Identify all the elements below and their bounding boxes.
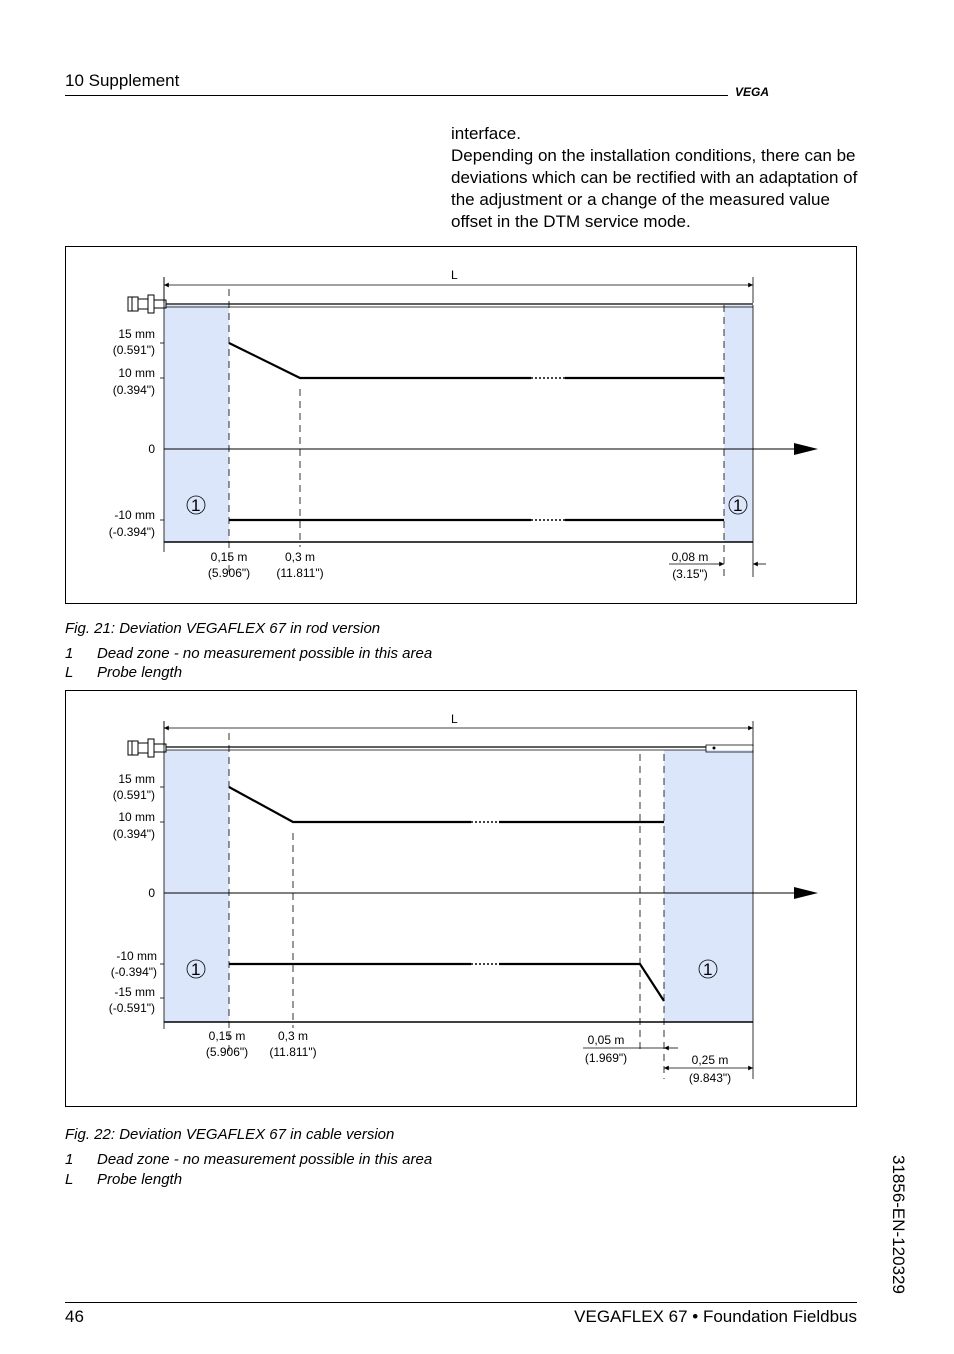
y-label-neg15mm: -15 mm — [114, 985, 155, 999]
footer-title: VEGAFLEX 67 • Foundation Fieldbus — [574, 1307, 857, 1326]
x-label-008m-in: (3.15") — [672, 567, 708, 581]
x-label-015m: 0,15 m — [210, 550, 248, 564]
zero-axis-arrow — [794, 887, 818, 899]
legend-key: 1 — [65, 1151, 74, 1168]
x-label-015m: 0,15 m — [208, 1029, 246, 1043]
x-label-025m: 0,25 m — [691, 1053, 729, 1067]
zone-marker-top: 1 — [191, 960, 201, 979]
x-label-03m-in: (11.811") — [276, 566, 324, 580]
legend-item — [65, 645, 432, 662]
dead-zone-bottom — [664, 750, 753, 1022]
x-label-03m: 0,3 m — [277, 1029, 309, 1043]
y-label-15mm: 15 mm — [118, 772, 155, 786]
y-label-10mm: 10 mm — [118, 366, 155, 380]
header-rule — [65, 95, 728, 96]
dead-zone-top — [164, 750, 229, 1022]
document-id-text: 31856-EN-120329 — [889, 1155, 908, 1294]
figure-rod-version — [65, 246, 857, 604]
intro-text — [451, 123, 871, 233]
legend-item — [65, 664, 182, 681]
legend-item — [65, 1171, 182, 1188]
y-label-15mm-in: (0.591") — [112, 788, 155, 802]
figure-cable-version — [65, 690, 857, 1107]
y-label-10mm-in: (0.394") — [112, 827, 155, 841]
legend-text: Dead zone - no measurement possible in this area — [97, 1151, 433, 1168]
zero-axis-arrow — [794, 443, 818, 455]
y-label-15mm-in: (0.591") — [112, 343, 155, 357]
legend-key: L — [65, 1171, 74, 1188]
x-label-005m: 0,05 m — [587, 1033, 625, 1047]
upper-deviation-line — [229, 343, 531, 378]
probe-housing-icon — [128, 295, 166, 313]
legend-text: Dead zone - no measurement possible in this area — [97, 645, 433, 662]
intro-line: interface. — [451, 124, 521, 143]
x-label-03m-in: (11.811") — [269, 1045, 317, 1059]
figure-rod-diagram — [66, 247, 858, 605]
legend-text: Probe length — [97, 664, 183, 681]
x-label-025m-in: (9.843") — [688, 1071, 732, 1085]
figure-caption-cable: Fig. 22: Deviation VEGAFLEX 67 in cable version — [65, 1126, 395, 1143]
x-label-015m-in: (5.906") — [205, 1045, 249, 1059]
svg-text:VEGA: VEGA — [735, 85, 770, 99]
y-label-10mm: 10 mm — [118, 810, 155, 824]
y-label-neg10mm-in: (-0.394") — [108, 525, 155, 539]
zone-marker-top: 1 — [191, 496, 201, 515]
y-label-neg10mm: -10 mm — [116, 949, 157, 963]
zone-marker-bottom: 1 — [733, 496, 743, 515]
probe-housing-icon — [128, 739, 166, 757]
y-label-15mm: 15 mm — [118, 327, 155, 341]
y-label-neg10mm-in: (-0.394") — [110, 965, 157, 979]
x-label-015m-in: (5.906") — [207, 566, 251, 580]
legend-item — [65, 1151, 432, 1168]
y-label-10mm-in: (0.394") — [112, 383, 155, 397]
y-label-neg15mm-in: (-0.591") — [108, 1001, 155, 1015]
figure-cable-diagram — [66, 691, 858, 1108]
zone-marker-bottom: 1 — [703, 960, 713, 979]
legend-key: 1 — [65, 645, 74, 662]
legend-text: Probe length — [97, 1171, 183, 1188]
upper-deviation-line — [229, 787, 471, 822]
section-heading: 10 Supplement — [65, 71, 180, 90]
figure-caption-rod: Fig. 21: Deviation VEGAFLEX 67 in rod version — [65, 620, 381, 637]
length-label: L — [451, 268, 458, 282]
legend-key: L — [65, 664, 74, 681]
y-label-zero: 0 — [148, 442, 155, 456]
x-label-03m: 0,3 m — [284, 550, 316, 564]
vega-logo — [735, 64, 859, 105]
intro-paragraph: Depending on the installation conditions, there can be deviations which can be rectified with an adaptation of the adjustment or a change of the measured value offset in the DTM service mode. — [451, 146, 858, 231]
y-label-zero: 0 — [148, 886, 155, 900]
y-label-neg10mm: -10 mm — [114, 508, 155, 522]
footer-rule — [65, 1302, 857, 1303]
length-label: L — [451, 712, 458, 726]
x-label-005m-in: (1.969") — [584, 1051, 628, 1065]
x-label-008m: 0,08 m — [671, 550, 709, 564]
page-number: 46 — [65, 1307, 84, 1326]
side-document-id — [888, 1155, 908, 1315]
